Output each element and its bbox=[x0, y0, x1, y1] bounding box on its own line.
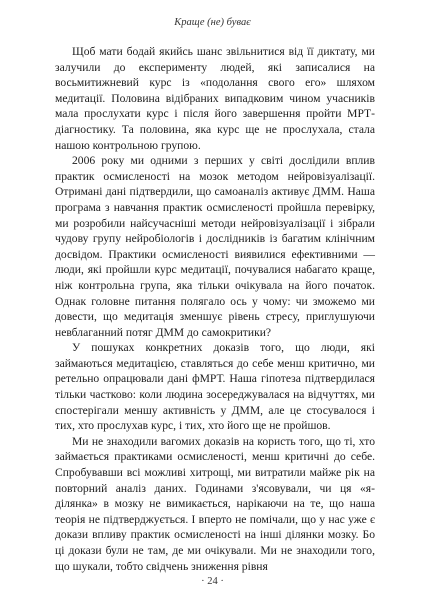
paragraph: Щоб мати бодай якийсь шанс звільнитися від її диктату, ми залучили до експерименту людей, які записалися на восьмитижневий курс із «подолання свого его» шляхом медитації. Половина відібраних випадковим чином учасників мала прослухати курс і після його завершення пройти МРТ-діагностику. Та половина, яка курс ще не прослухала, стала нашою контрольною групою. bbox=[55, 45, 375, 152]
body-text bbox=[55, 44, 375, 574]
paragraph: Ми не знаходили вагомих доказів на користь того, що ті, хто займається практиками осмисленості, менш критичні до себе. Спробувавши всі можливі хитрощі, ми витратили майже рік на повторний аналіз даних. Годинами з'ясовували, чи ця «я-ділянка» в мозку не вимикається, нарікаючи на те, що наша теорія не підтверджується. І вперто не помічали, що у нас уже є докази впливу практик осмисленості на інші ділянки мозку. Бо ці докази були не там, де ми очікували. Ми не знаходили того, що шукали, тобто свідчень зниження рівня bbox=[55, 434, 375, 573]
paragraph: 2006 року ми одними з перших у світі дослідили вплив практик осмисленості на мозок методом нейровізуалізації. Отримані дані підтвердили, що самоаналіз активує ДММ. Наша програма з навчання практик осмисленості пройшла перевірку, ми розробили найсучасніші методи нейровізуалізації і зібрали чудову групу нейробіологів і дослідників із багатим клінічним досвідом. Практики осмисленості виявилися ефективними — люди, які пройшли курс медитації, почувалися набагато краще, ніж контрольна група, яка тільки очікувала на його початок. Однак головне питання полягало ось у чому: чи зможемо ми довести, що медитація зменшує рівень стресу, приглушуючи невблаганний потяг ДММ до самокритики? bbox=[55, 154, 375, 339]
paragraph: У пошуках конкретних доказів того, що люди, які займаються медитацією, ставляться до себе менш критично, ми ретельно опрацювали дані фМРТ. Наша гіпотеза підтвердилася тільки частково: коли людина зосереджувалася на відчуттях, ми спостерігали меншу активність у ДММ, але це стосувалося і тих, хто прослухав курс, і тих, хто його ще не пройшов. bbox=[55, 341, 375, 433]
running-head: Краще (не) буває bbox=[174, 17, 251, 28]
page-number: · 24 · bbox=[201, 576, 224, 587]
